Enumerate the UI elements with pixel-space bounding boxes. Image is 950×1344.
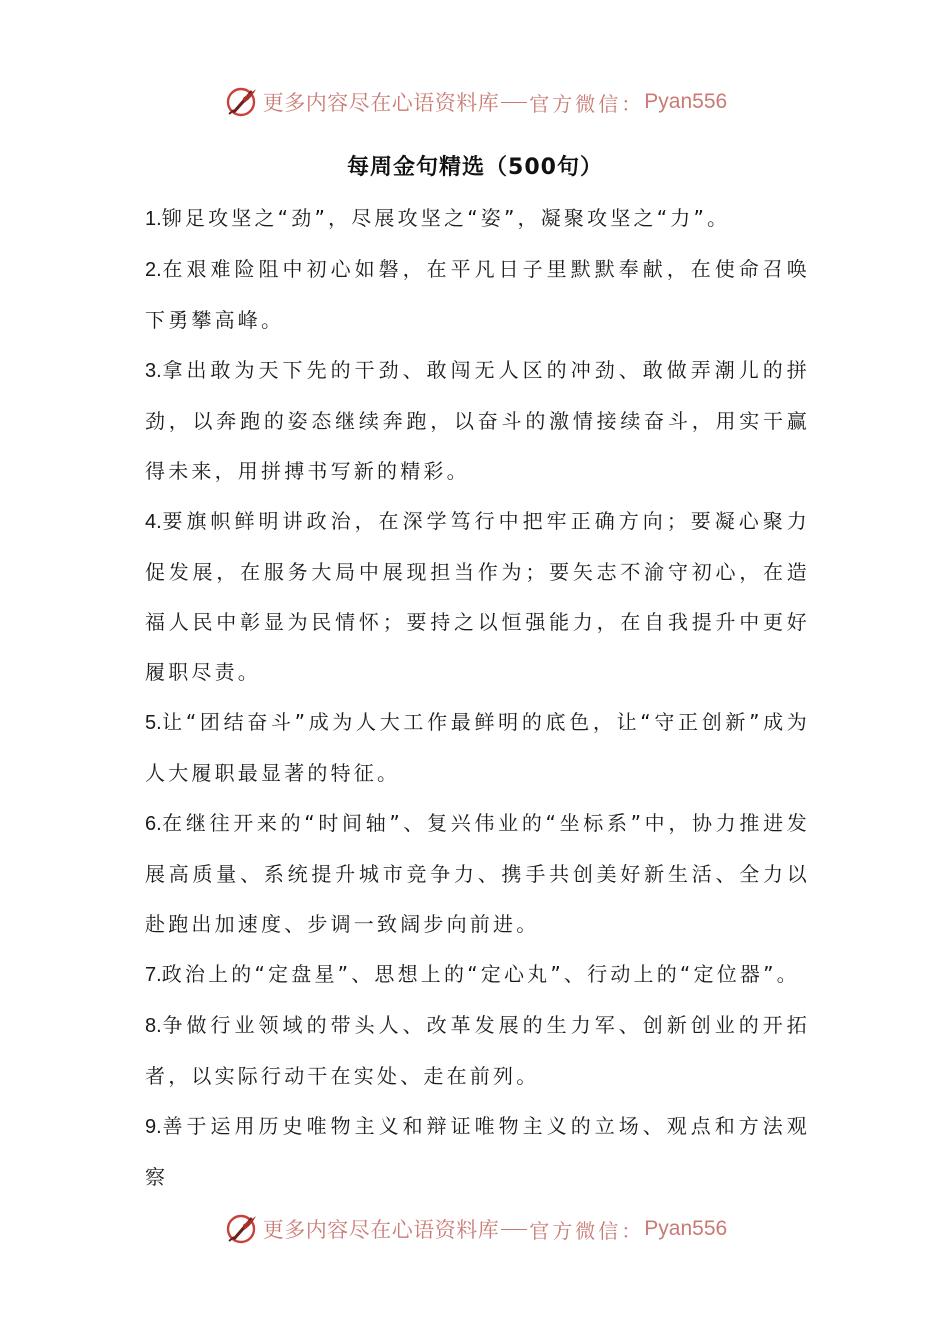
list-item: 9.善于运用历史唯物主义和辩证唯物主义的立场、观点和方法观察 [145,1114,810,1189]
wechat-id: Pyan556 [644,90,728,113]
list-item: 6.在继往开来的“时间轴”、复兴伟业的“坐标系”中，协力推进发展高质量、系统提升城市竞争力、携手共创美好新生活、全力以赴跑出加速度、步调一致阔步向前进。 [145,811,810,936]
list-item: 1.铆足攻坚之“劲”，尽展攻坚之“姿”，凝聚攻坚之“力”。 [145,206,731,230]
list-item: 7.政治上的“定盘星”、思想上的“定心丸”、行动上的“定位器”。 [145,962,800,986]
wechat-label: 官方微信： [529,91,645,116]
list-item: 5.让“团结奋斗”成为人大工作最鲜明的底色，让“守正创新”成为人大履职最显著的特征。 [145,710,810,785]
list-item: 4.要旗帜鲜明讲政治，在深学笃行中把牢正确方向；要凝心聚力促发展，在服务大局中展现担当作为；要矢志不渝守初心，在造福人民中彰显为民情怀；要持之以恒强能力，在自我提升中更好履职尽责。 [145,509,810,684]
banner-dash [501,102,527,103]
header-banner [0,80,950,124]
quill-logo-icon [223,84,259,120]
brand-text: 更多内容尽在心语资料库 [262,91,500,115]
page-title: 每周金句精选（500句） [347,155,603,180]
banner-dash [501,1229,527,1230]
document-body [145,193,810,1202]
brand-text: 更多内容尽在心语资料库 [262,1218,500,1242]
footer-banner [0,1207,950,1251]
quill-logo-icon [223,1211,259,1247]
wechat-label: 官方微信： [529,1218,645,1243]
wechat-id: Pyan556 [644,1217,728,1240]
list-item: 3.拿出敢为天下先的干劲、敢闯无人区的冲劲、敢做弄潮儿的拼劲，以奔跑的姿态继续奔跑，以奋斗的激情接续奋斗，用实干赢得未来，用拼搏书写新的精彩。 [145,358,810,483]
list-item: 8.争做行业领域的带头人、改革发展的生力军、创新创业的开拓者，以实际行动干在实处、走在前列。 [145,1013,810,1088]
list-item: 2.在艰难险阻中初心如磐，在平凡日子里默默奉献，在使命召唤下勇攀高峰。 [145,257,810,332]
